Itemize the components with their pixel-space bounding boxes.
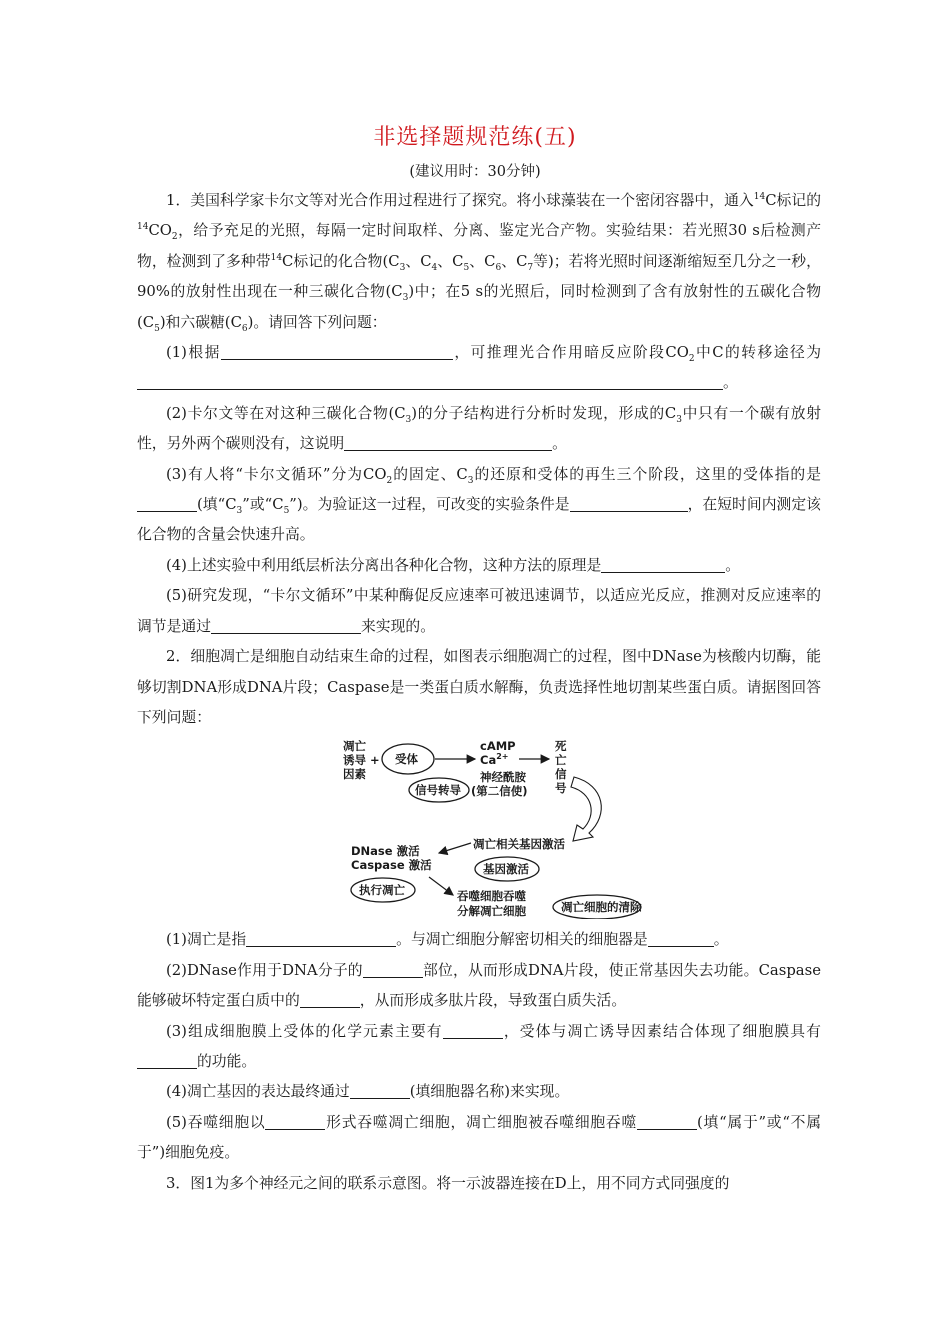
answer-blank[interactable] xyxy=(344,433,552,451)
death-signal-1: 死 xyxy=(555,739,567,754)
question-1-sub-4: (4)上述实验中利用纸层析法分离出各种化合物，这种方法的原理是 。 xyxy=(166,556,741,574)
ceramide-label: 神经酰胺 xyxy=(480,770,526,785)
ca-label: $Ca^{2+}$ xyxy=(480,752,509,768)
answer-blank[interactable] xyxy=(137,494,197,512)
inducer-line-2: 诱导 xyxy=(343,753,366,768)
arrow-gene-to-enzyme xyxy=(439,843,471,853)
question-1-sub-1: (1)根据 ，可推理光合作用暗反应阶段$CO_2$中C的转移途径为。 xyxy=(137,338,821,399)
question-2-sub-1: (1)凋亡是指 。与凋亡细胞分解密切相关的细胞器是 。 xyxy=(166,931,729,949)
answer-blank[interactable] xyxy=(570,494,688,512)
phagocyte-line-1: 吞噬细胞吞噬 xyxy=(457,889,526,904)
arrow-to-phagocyte xyxy=(429,877,453,895)
question-1-stem: 1．美国科学家卡尔文等对光合作用过程进行了探究。将小球藻装在一个密闭容器中，通入$^{14}$C标记的$^{14}CO_2$，给予充足的光照，每隔一定时间取样、分离、鉴定光合产物。实验结果：若光照30 s后检测产物，检测到了多种带$^{14}$C标记的化合物($C_3$、$C_4$、$C_5$、$C_6$、$C_7$等)；若将光照时间逐渐缩短至几分之一秒，90%的放射性出现在一种三碳化合物$(C_3)$中；在5 s的光照后，同时检测到了含有放射性的五碳化合物$(C_5)$和六碳糖$(C_6)$。请回答下列问题： xyxy=(137,192,821,334)
phagocyte-line-2: 分解凋亡细胞 xyxy=(457,904,526,919)
question-content xyxy=(137,186,821,1199)
question-2-sub-2: (2)DNase作用于DNA分子的 部位，从而形成DNA片段，使正常基因失去功能。Caspase能够破坏特定蛋白质中的 ，从而形成多肽片段，导致蛋白质失活。 xyxy=(137,961,821,1010)
question-2-sub-3: (3)组成细胞膜上受体的化学元素主要有 ，受体与凋亡诱导因素结合体现了细胞膜具有的功能。 xyxy=(137,1017,821,1078)
answer-blank[interactable] xyxy=(601,555,725,573)
answer-blank[interactable] xyxy=(137,372,723,390)
answer-blank[interactable] xyxy=(637,1112,697,1130)
gene-activation-label: 凋亡相关基因激活 xyxy=(473,837,565,852)
death-signal-4: 号 xyxy=(555,781,567,796)
death-signal-2: 亡 xyxy=(555,753,567,768)
gene-activation-text: 基因激活 xyxy=(483,862,529,877)
curved-arrow xyxy=(571,777,601,841)
question-2-sub-5: (5)吞噬细胞以 形式吞噬凋亡细胞，凋亡细胞被吞噬细胞吞噬 (填“属于”或“不属于”)细胞免疫。 xyxy=(137,1113,821,1162)
answer-blank[interactable] xyxy=(648,929,714,947)
dnase-activation: DNase 激活 xyxy=(351,844,420,859)
clearance-label: 凋亡细胞的清除 xyxy=(561,900,642,915)
receptor-label: 受体 xyxy=(395,752,418,767)
question-3-stem: 3．图1为多个神经元之间的联系示意图。将一示波器连接在D上，用不同方式同强度的 xyxy=(166,1174,730,1192)
answer-blank[interactable] xyxy=(300,990,360,1008)
question-2-sub-4: (4)凋亡基因的表达最终通过 (填细胞器名称)来实现。 xyxy=(166,1083,570,1101)
answer-blank[interactable] xyxy=(137,1051,197,1069)
answer-blank[interactable] xyxy=(363,960,423,978)
caspase-activation: Caspase 激活 xyxy=(351,858,432,873)
page-title: 非选择题规范练(五) xyxy=(373,125,577,150)
question-1-sub-2: (2)卡尔文等在对这种三碳化合物$(C_3)$的分子结构进行分析时发现，形成的$C_3$中只有一个碳有放射性，另外两个碳则没有，这说明 。 xyxy=(137,404,821,453)
answer-blank[interactable] xyxy=(211,616,361,634)
plus-sign: + xyxy=(370,753,380,768)
death-signal-3: 信 xyxy=(555,767,567,782)
question-1-sub-5: (5)研究发现，“卡尔文循环”中某种酶促反应速率可被迅速调节，以适应光反应，推测对反应速率的调节是通过 来实现的。 xyxy=(137,587,821,635)
inducer-line-1: 凋亡 xyxy=(343,739,366,754)
answer-blank[interactable] xyxy=(443,1021,503,1039)
second-messenger-label: (第二信使) xyxy=(471,784,528,799)
question-2-stem: 2．细胞凋亡是细胞自动结束生命的过程，如图表示细胞凋亡的过程，图中DNase为核酸内切酶，能够切割DNA形成DNA片段；Caspase是一类蛋白质水解酶，负责选择性地切割某些蛋白质。请据图回答下列问题： xyxy=(137,648,821,726)
answer-blank[interactable] xyxy=(221,342,453,360)
answer-blank[interactable] xyxy=(265,1112,325,1130)
answer-blank[interactable] xyxy=(350,1081,410,1099)
inducer-line-3: 因素 xyxy=(343,767,366,782)
question-1-sub-3: (3)有人将“卡尔文循环”分为$CO_2$的固定、$C_3$的还原和受体的再生三个阶段，这里的受体指的是(填“$C_3$”或“$C_5$”)。为验证这一过程，可改变的实验条件是 ，在短时间内测定该化合物的含量会快速升高。 xyxy=(137,465,821,544)
time-suggestion: (建议用时：30分钟) xyxy=(409,164,541,180)
camp-label: cAMP xyxy=(480,739,516,754)
execute-apoptosis-label: 执行凋亡 xyxy=(359,883,405,898)
answer-blank[interactable] xyxy=(246,929,396,947)
signal-transduction-label: 信号转导 xyxy=(415,783,461,798)
apoptosis-diagram xyxy=(137,737,821,919)
